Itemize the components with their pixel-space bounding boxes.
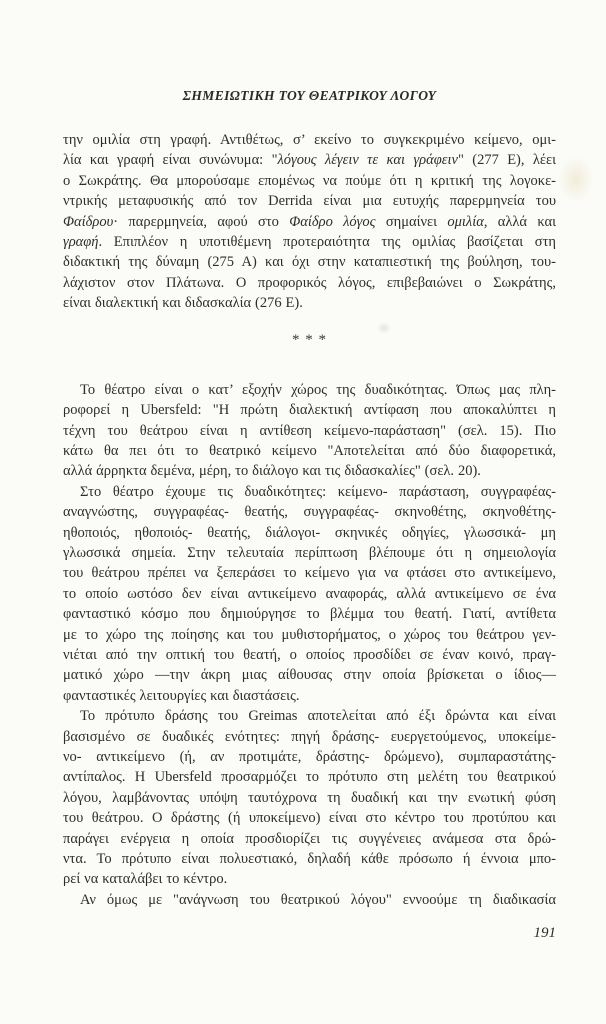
text-line [63, 645, 556, 665]
text-line [63, 767, 556, 787]
text-segment: ντρικής μεταφυσικής από τον Derrida είναι μια ευτυχής παρερμηνεία του [63, 193, 556, 210]
section-separator: * * * [292, 331, 327, 348]
text-line [63, 808, 556, 828]
text-segment: . Επιπλέον η υποτιθέμενη προτεραιότητα της ομιλίας βασίζεται στη [98, 233, 556, 250]
text-line [63, 380, 556, 400]
text-line [63, 747, 556, 767]
italic-text-segment: Φαίδρου [63, 213, 114, 230]
text-line [63, 191, 556, 211]
italic-text-segment: λόγους λέγειν τε και γράφειν [277, 152, 458, 169]
text-segment: του θεάτρου. Ο δράστης (ή υποκείμενο) είναι στο κέντρο του προτύπου και [63, 810, 556, 827]
text-segment: λάχιστον στον Πλάτωνα. Ο προφορικός λόγος, επιβεβαιώνει ο Σωκράτης, [63, 274, 556, 291]
text-line [63, 665, 556, 685]
text-line [63, 130, 556, 150]
text-line [63, 502, 556, 522]
text-segment: Το θέατρο είναι ο κατ’ εξοχήν χώρος της δυαδικότητας. Όπως μας πλη- [80, 381, 556, 398]
text-segment: ροφορεί η Ubersfeld: "Η πρώτη διαλεκτική αντίφαση που αποκαλύπτει η [63, 402, 556, 419]
text-segment: ντα. Το πρότυπο είναι πολυεστιακό, δηλαδή κάθε πρόσωπο ή έννοια μπο- [63, 850, 556, 867]
text-line [63, 727, 556, 747]
text-segment: γλωσσικά σημεία. Στην τελευταία περίπτωση βλέπουμε ότι η σημειολογία [63, 545, 556, 562]
text-segment: · παρερμηνεία, αφού στο [113, 213, 290, 230]
text-segment: " (277 Ε), λέει [457, 152, 556, 169]
text-line [63, 890, 556, 910]
italic-text-segment: Φαίδρο λόγος [289, 213, 376, 230]
text-segment: νιέται από την οπτική του θεατή, ο οποίος προσδίδει σε έναν κοινό, πραγ- [63, 646, 556, 663]
text-segment: ο Σωκράτης. Θα μπορούσαμε επομένως να πούμε ότι η κριτική της λογοκε- [63, 172, 556, 189]
scan-smudge [558, 155, 594, 203]
text-line [63, 232, 556, 252]
italic-text-segment: ομιλία [447, 213, 484, 230]
text-segment: ματικό χώρο —την άκρη μιας αίθουσας στην οποία βρίσκεται ο ίδιος— [63, 667, 556, 684]
italic-text-segment: γραφή [63, 233, 99, 250]
text-line [63, 625, 556, 645]
text-line [63, 563, 556, 583]
page-number: 191 [533, 925, 556, 941]
text-segment: διδακτική της δύναμη (275 Α) και όχι στην καταπιεστική της βούληση, του- [63, 254, 556, 271]
text-line [63, 543, 556, 563]
text-segment: νο- αντικείμενο (ή, αν προτιμάτε, δράστης- δρώμενο), συμπαραστάτης- [63, 748, 556, 765]
text-block [63, 130, 556, 910]
text-segment: κάτω θα πει ότι το θεατρικό κείμενο "Αποτελείται από δύο διαφορετικά, [63, 443, 556, 460]
text-line [63, 212, 556, 232]
text-segment: Αν όμως με "ανάγνωση του θεατρικού λόγου" εννοούμε τη διαδικασία [80, 891, 556, 908]
text-segment: τέχνη του θεάτρου είναι η αντίθεση κείμενο-παράσταση" (σελ. 15). Πιο [63, 422, 556, 439]
text-segment: του θεάτρου πρέπει να ξεπεράσει το κείμενο για να φτάσει στο αντικείμενο, [63, 565, 556, 582]
text-segment: φανταστικό κόσμο που δημιούργησε το βλέμμα του θεατή. Γιατί, αντίθετα [63, 606, 556, 623]
text-segment: το οποίο ωστόσο δεν είναι αντικείμενο αναφοράς, αλλά αντικείμενο σε ένα [63, 585, 556, 602]
text-segment: είναι διαλεκτική και διδασκαλία (276 Ε). [63, 295, 303, 312]
text-segment: βασισμένο σε δυαδικές ενότητες: πηγή δράσης- ευεργετούμενος, υποκείμε- [63, 728, 556, 745]
text-line [63, 523, 556, 543]
text-line [63, 686, 556, 706]
text-segment: λόγου, λαμβάνοντας υπόψη ταυτόχρονα τη δυαδική και την ενωτική φύση [63, 789, 556, 806]
text-line [63, 706, 556, 726]
text-line [63, 604, 556, 624]
text-line [63, 150, 556, 170]
text-segment: σημαίνει [375, 213, 448, 230]
text-line [63, 788, 556, 808]
text-segment: την ομιλία στη γραφή. Αντιθέτως, σ’ εκείνο το συγκεκριμένο κείμενο, ομι- [63, 132, 556, 148]
text-line [63, 421, 556, 441]
text-segment: με το χώρο της ποίησης και του μυθιστορήματος, ο χώρος του θεάτρου γεν- [63, 626, 556, 643]
text-segment: φανταστικές λειτουργίες και διαστάσεις. [63, 687, 300, 704]
running-header: ΣΗΜΕΙΩΤΙΚΗ ΤΟΥ ΘΕΑΤΡΙΚΟΥ ΛΟΓΟΥ [182, 88, 437, 103]
text-segment: ρεί να καταλάβει το κέντρο. [63, 871, 228, 888]
text-line [63, 829, 556, 849]
text-segment: Το πρότυπο δράσης του Greimas αποτελείται από έξι δρώντα και είναι [80, 708, 556, 725]
text-line [63, 584, 556, 604]
text-line [63, 400, 556, 420]
text-line [63, 273, 556, 293]
text-segment: , αλλά και [483, 213, 556, 230]
text-line [63, 171, 556, 191]
text-line [63, 869, 556, 889]
text-segment: αναγνώστης, συγγραφέας- θεατής, συγγραφέας- σκηνοθέτης, σκηνοθέτης- [63, 504, 556, 521]
text-segment: αντίπαλος. Η Ubersfeld προσαρμόζει το πρότυπο στη μελέτη του θεατρικού [63, 769, 556, 786]
text-line [63, 849, 556, 869]
text-segment: ηθοποιός, ηθοποιός- θεατής, διάλογοι- σκηνικές οδηγίες, γλωσσικά- μη [63, 524, 556, 541]
text-line [63, 441, 556, 461]
text-segment: Στο θέατρο έχουμε τις δυαδικότητες: κείμενο- παράσταση, συγγραφέας- [80, 483, 556, 500]
text-segment: λία και γραφή είναι συνώνυμα: " [63, 152, 278, 169]
text-line [63, 252, 556, 272]
text-segment: παράγει ενέργεια η οποία προσδιορίζει τις συγγένειες ανάμεσα στα δρώ- [63, 830, 556, 847]
text-segment: αλλά άρρηκτα δεμένα, μέρη, το διάλογο και τις διδασκαλίες" (σελ. 20). [63, 463, 481, 480]
text-line [63, 482, 556, 502]
text-line [63, 293, 556, 313]
text-line [63, 461, 556, 481]
